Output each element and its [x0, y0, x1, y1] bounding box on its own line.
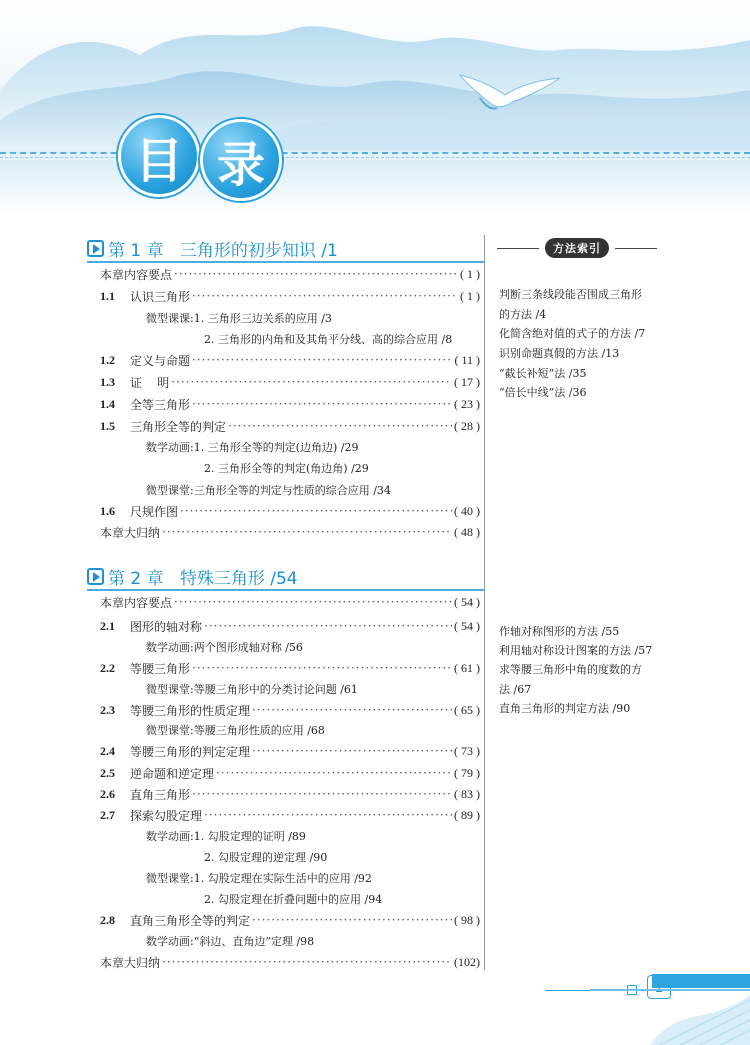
entry-page: ( 11 ) [454, 352, 480, 367]
method-item[interactable]: 识别命题真假的方法 /13 [499, 347, 620, 360]
entry-label: 定义与命题 [130, 353, 191, 368]
entry-label: 本章内容要点 [100, 595, 173, 610]
entry-label: 探索勾股定理 [130, 808, 203, 823]
toc-subentry[interactable] [146, 931, 526, 951]
entry-label: 微型课课:1. 三角形三边关系的应用 /3 [146, 312, 332, 325]
toc-entry[interactable] [100, 910, 480, 930]
section-number: 1.4 [100, 396, 115, 411]
entry-label: 本章内容要点 [100, 267, 173, 282]
entry-label: 直角三角形 [130, 787, 191, 802]
entry-label: 微型课堂:等腰三角形中的分类讨论问题 /61 [146, 683, 358, 696]
leader-dots [192, 353, 452, 367]
leader-dots [192, 787, 452, 801]
entry-page: ( 54 ) [454, 594, 480, 609]
entry-page: ( 40 ) [454, 503, 480, 518]
entry-label: 2. 三角形全等的判定(角边角) /29 [204, 462, 369, 475]
footer-bar-thin [590, 989, 750, 991]
leader-dots [192, 397, 452, 411]
entry-page: ( 54 ) [454, 618, 480, 633]
entry-page: ( 65 ) [454, 702, 480, 717]
leader-dots [192, 661, 452, 675]
section-number: 2.7 [100, 807, 115, 822]
entry-page: (102) [454, 954, 480, 969]
entry-label: 微型课堂:等腰三角形性质的应用 /68 [146, 724, 325, 737]
entry-label: 本章大归纳 [100, 955, 161, 970]
entry-label: 尺规作图 [130, 504, 179, 519]
entry-page: ( 17 ) [454, 374, 480, 389]
toc-entry[interactable] [100, 784, 480, 804]
chapter-title: 第 2 章 特殊三角形 /54 [108, 568, 298, 589]
toc-subentry[interactable] [204, 889, 584, 909]
entry-page: ( 1 ) [460, 288, 480, 303]
entry-label: 三角形全等的判定 [130, 419, 227, 434]
entry-label: 2. 勾股定理在折叠问题中的应用 /94 [204, 893, 383, 906]
entry-page: ( 73 ) [454, 743, 480, 758]
method-item[interactable]: 法 /67 [499, 683, 532, 696]
leader-dots [252, 744, 452, 758]
toc-entry[interactable] [100, 416, 480, 436]
leader-dots [192, 289, 458, 303]
entry-page: ( 48 ) [454, 524, 480, 539]
leader-dots [252, 703, 452, 717]
method-index-title: 方法索引 [545, 238, 609, 258]
leader-dots [204, 808, 452, 822]
toc-entry[interactable] [100, 394, 480, 414]
entry-label: 等腰三角形的性质定理 [130, 703, 251, 718]
entry-label: 微型课堂:三角形全等的判定与性质的综合应用 /34 [146, 484, 391, 497]
mountain-landscape-icon [0, 0, 750, 215]
leader-dots [171, 375, 452, 389]
entry-label: 等腰三角形 [130, 661, 191, 676]
toc-subentry[interactable] [146, 480, 526, 500]
chapter-rule [87, 589, 484, 591]
header-banner [0, 0, 750, 215]
title-char-circle: 录 [200, 119, 282, 201]
play-arrow-icon [87, 568, 104, 585]
toc-subentry[interactable] [146, 637, 526, 657]
method-item[interactable]: 作轴对称图形的方法 /55 [499, 625, 620, 638]
method-item[interactable]: “倍长中线”法 /36 [499, 386, 587, 399]
toc-entry[interactable] [100, 952, 480, 972]
page-title [118, 115, 288, 205]
section-number: 2.2 [100, 660, 115, 675]
entry-label: 2. 勾股定理的逆定理 /90 [204, 851, 328, 864]
leader-dots [162, 525, 452, 539]
toc-entry[interactable] [100, 372, 480, 392]
entry-label: 数学动画:两个图形成轴对称 /56 [146, 641, 303, 654]
entry-label: 数学动画:“斜边、直角边”定理 /98 [146, 935, 315, 948]
leader-dots [216, 766, 452, 780]
toc-entry[interactable] [100, 522, 480, 542]
banner-dashed-line [0, 152, 750, 154]
leader-dots [174, 267, 458, 281]
section-number: 1.6 [100, 503, 115, 518]
leader-dots [174, 595, 452, 609]
entry-page: ( 98 ) [454, 912, 480, 927]
chapter-rule [87, 261, 484, 263]
entry-page: ( 61 ) [454, 660, 480, 675]
entry-label: 图形的轴对称 [130, 619, 203, 634]
section-number: 2.8 [100, 912, 115, 927]
leader-dots [252, 913, 452, 927]
toc-subentry[interactable] [204, 458, 584, 478]
section-number: 1.3 [100, 374, 115, 389]
toc-entry[interactable] [100, 592, 480, 612]
toc-subentry[interactable] [146, 826, 526, 846]
leader-dots [162, 955, 452, 969]
entry-page: ( 83 ) [454, 786, 480, 801]
method-item[interactable]: 利用轴对称设计图案的方法 /57 [499, 644, 653, 657]
toc-subentry[interactable] [204, 847, 584, 867]
entry-page: ( 23 ) [454, 396, 480, 411]
entry-label: 认识三角形 [130, 289, 191, 304]
toc-subentry[interactable] [146, 720, 526, 740]
entry-label: 逆命题和逆定理 [130, 766, 215, 781]
method-index-header [497, 238, 657, 258]
method-item[interactable]: 化简含绝对值的式子的方法 /7 [499, 327, 646, 340]
entry-label: 等腰三角形的判定定理 [130, 744, 251, 759]
entry-label: 直角三角形全等的判定 [130, 913, 251, 928]
title-char-circle: 目 [118, 115, 200, 197]
entry-label: 2. 三角形的内角和及其角平分线、高的综合应用 /8 [204, 333, 453, 346]
chapter-1-heading[interactable] [87, 235, 338, 261]
entry-page: ( 89 ) [454, 807, 480, 822]
method-item[interactable]: “截长补短”法 /35 [499, 367, 587, 380]
toc-entry[interactable] [100, 350, 480, 370]
toc-subentry[interactable] [146, 437, 526, 457]
toc-entry[interactable] [100, 741, 480, 761]
toc-entry[interactable] [100, 805, 480, 825]
method-item[interactable]: 直角三角形的判定方法 /90 [499, 702, 631, 715]
footer-wave-decoration-icon [650, 995, 750, 1045]
entry-label: 数学动画:1. 三角形全等的判定(边角边) /29 [146, 441, 359, 454]
section-number: 2.3 [100, 702, 115, 717]
leader-dots [180, 504, 452, 518]
entry-page: ( 1 ) [460, 266, 480, 281]
play-arrow-icon [87, 240, 104, 257]
entry-label: 微型课堂:1. 勾股定理在实际生活中的应用 /92 [146, 872, 372, 885]
entry-label: 证 明 [130, 375, 170, 390]
toc-subentry[interactable] [146, 868, 526, 888]
toc-entry[interactable] [100, 700, 480, 720]
banner-dashed-line-2 [0, 157, 750, 158]
leader-dots [204, 619, 452, 633]
section-number: 2.5 [100, 765, 115, 780]
section-number: 1.5 [100, 418, 115, 433]
entry-label: 全等三角形 [130, 397, 191, 412]
section-number: 1.1 [100, 288, 115, 303]
leader-dots [228, 419, 452, 433]
method-item[interactable]: 判断三条线段能否围成三角形 [499, 288, 642, 301]
toc-entry[interactable] [100, 616, 480, 636]
chapter-2-heading[interactable] [87, 563, 298, 589]
toc-subentry[interactable] [146, 679, 526, 699]
toc-entry[interactable] [100, 286, 480, 306]
section-number: 2.6 [100, 786, 115, 801]
toc-entry[interactable] [100, 264, 480, 284]
section-number: 2.1 [100, 618, 115, 633]
toc-entry[interactable] [100, 501, 480, 521]
entry-label: 本章大归纳 [100, 525, 161, 540]
toc-entry[interactable] [100, 658, 480, 678]
entry-label: 数学动画:1. 勾股定理的证明 /89 [146, 830, 306, 843]
footer-bar [652, 974, 750, 988]
toc-entry[interactable] [100, 763, 480, 783]
section-number: 2.4 [100, 743, 115, 758]
entry-page: ( 79 ) [454, 765, 480, 780]
method-item[interactable]: 求等腰三角形中角的度数的方 [499, 663, 642, 676]
method-item[interactable]: 的方法 /4 [499, 308, 547, 321]
toc-subentry[interactable] [146, 308, 526, 328]
chapter-title: 第 1 章 三角形的初步知识 /1 [108, 240, 338, 261]
entry-page: ( 28 ) [454, 418, 480, 433]
section-number: 1.2 [100, 352, 115, 367]
column-divider [484, 235, 485, 970]
